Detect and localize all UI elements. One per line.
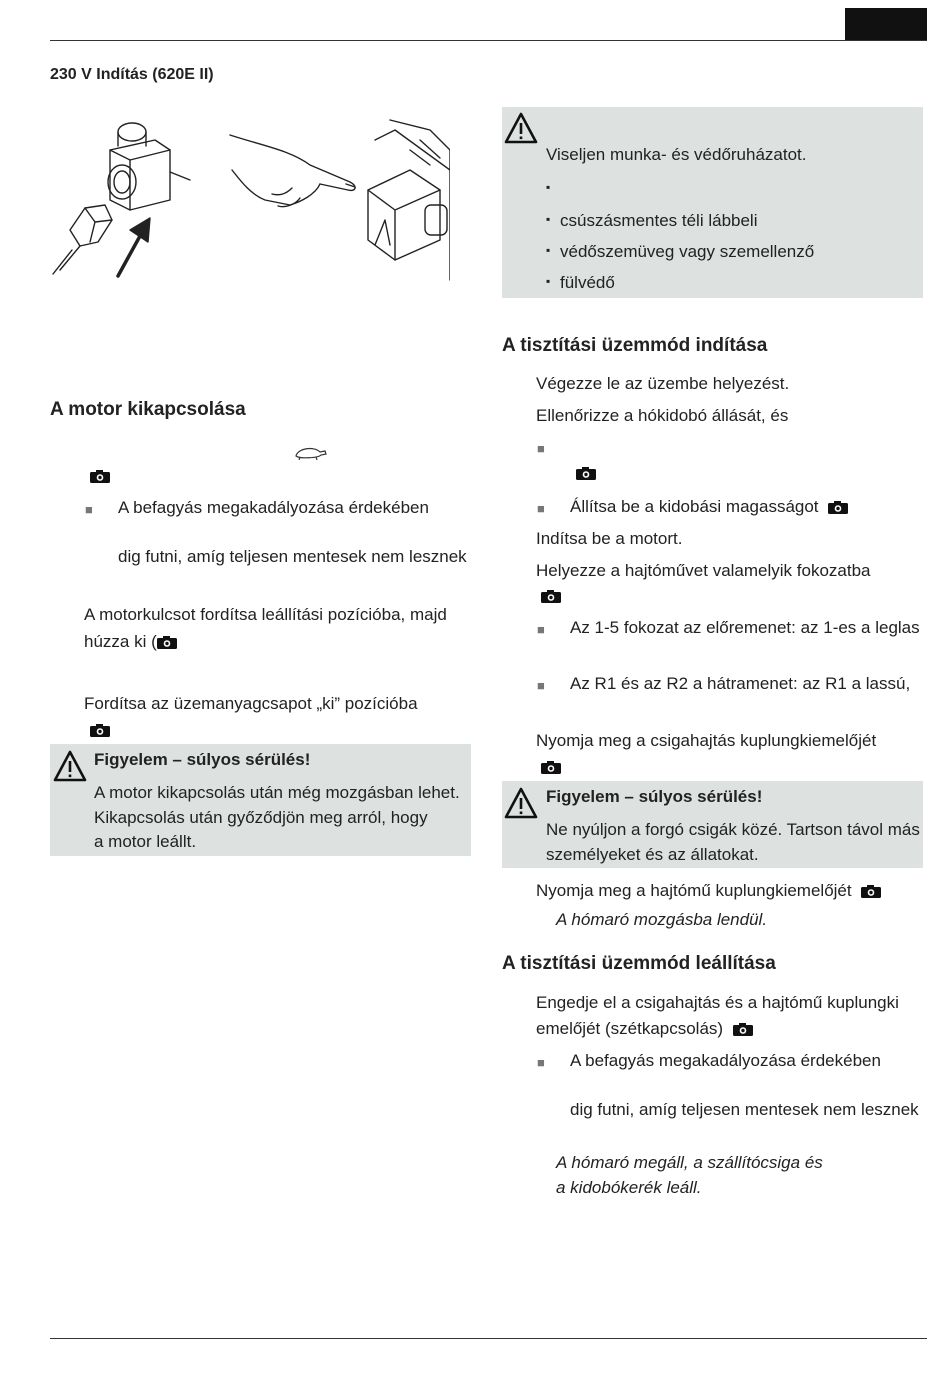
camera-icon [90, 470, 110, 483]
warning-triangle-icon [504, 787, 538, 819]
ppe-bullet-icon: ▪ [546, 180, 551, 194]
warning-text-line: személyeket és az állatokat. [546, 845, 759, 864]
ppe-item: csúszásmentes téli lábbeli [560, 211, 758, 230]
stop-step-cont [536, 1019, 753, 1039]
ppe-bullet-icon: ▪ [546, 243, 551, 257]
illustration-230v-start [50, 110, 450, 290]
ppe-item: fülvédő [560, 273, 615, 292]
stop-result: A hómaró megáll, a szállítócsiga és [556, 1153, 823, 1172]
start-step: Helyezze a hajtóművet valamelyik fokozatba [536, 561, 871, 580]
warning-text-line: Ne nyúljon a forgó csigák közé. Tartson távol más [546, 820, 920, 839]
bullet-square-icon: ■ [537, 441, 545, 456]
bullet-square-icon: ■ [537, 678, 545, 693]
gear-reverse-text: Az R1 és az R2 a hátramenet: az R1 a lassú, [570, 674, 911, 693]
footer-rule [50, 1338, 927, 1339]
bullet-square-icon: ■ [537, 622, 545, 637]
camera-icon [157, 636, 177, 649]
freeze-bullet-text-cont: dig futni, amíg teljesen mentesek nem lesznek [118, 547, 467, 566]
warning-triangle-icon [504, 112, 538, 144]
camera-icon [576, 467, 596, 480]
bullet-square-icon: ■ [537, 501, 545, 516]
warning-text-line: a motor leállt. [94, 832, 197, 851]
ppe-bullet-icon: ▪ [546, 274, 551, 288]
key-instruction-cont [84, 632, 177, 652]
warning-title: Figyelem – súlyos sérülés! [94, 750, 311, 769]
stop-step-text: emelőjét (szétkapcsolás) [536, 1019, 724, 1038]
fuel-instruction: Fordítsa az üzemanyagcsapot „ki” pozícióba [84, 694, 418, 713]
ppe-item: védőszemüveg vagy szemellenző [560, 242, 815, 261]
camera-icon [861, 885, 881, 898]
heading-stop-cleaning: A tisztítási üzemmód leállítása [502, 953, 776, 974]
camera-icon [733, 1023, 753, 1036]
start-step: Nyomja meg a csigahajtás kuplungkiemelőjét [536, 731, 877, 750]
warning-text-line: Kikapcsolás után győződjön meg arról, hogy [94, 808, 428, 827]
header-rule [50, 40, 927, 41]
ppe-warning-box [502, 107, 923, 298]
bullet-square-icon: ■ [537, 1055, 545, 1070]
camera-icon [541, 590, 561, 603]
bullet-square-icon: ■ [85, 502, 93, 517]
warning-triangle-icon [53, 750, 87, 782]
start-step: Indítsa be a motort. [536, 529, 683, 548]
section-title-230v: 230 V Indítás (620E II) [50, 66, 214, 83]
start-step-text: Állítsa be a kidobási magasságot [570, 497, 819, 516]
freeze-bullet-text: A befagyás megakadályozása érdekében [570, 1051, 881, 1070]
start-step-text: Nyomja meg a hajtómű kuplungkiemelőjét [536, 881, 852, 900]
camera-icon [828, 501, 848, 514]
gear-forward-text: Az 1-5 fokozat az előremenet: az 1-es a leglas [570, 618, 920, 637]
start-step: Ellenőrizze a hókidobó állását, és [536, 406, 789, 425]
freeze-bullet-text: A befagyás megakadályozása érdekében [118, 498, 429, 517]
heading-motor-off: A motor kikapcsolása [50, 399, 246, 420]
ppe-intro: Viseljen munka- és védőruházatot. [546, 145, 807, 164]
camera-icon [541, 761, 561, 774]
stop-step: Engedje el a csigahajtás és a hajtómű kuplungki [536, 993, 899, 1012]
warning-text-line: A motor kikapcsolás után még mozgásban lehet. [94, 783, 460, 802]
turtle-slow-icon [292, 444, 328, 460]
warning-title: Figyelem – súlyos sérülés! [546, 787, 763, 806]
stop-result-cont: a kidobókerék leáll. [556, 1178, 702, 1197]
key-instruction-text: húzza ki ( [84, 632, 157, 651]
heading-start-cleaning: A tisztítási üzemmód indítása [502, 335, 768, 356]
start-step: Végezze le az üzembe helyezést. [536, 374, 790, 393]
freeze-bullet-text-cont: dig futni, amíg teljesen mentesek nem lesznek [570, 1100, 919, 1119]
start-result: A hómaró mozgásba lendül. [556, 910, 768, 929]
page-tab-marker [845, 8, 927, 40]
camera-icon [90, 724, 110, 737]
key-instruction: A motorkulcsot fordítsa leállítási pozícióba, majd [84, 605, 447, 624]
start-step-drive [536, 881, 881, 901]
start-step-height [570, 497, 848, 517]
ppe-bullet-icon: ▪ [546, 212, 551, 226]
